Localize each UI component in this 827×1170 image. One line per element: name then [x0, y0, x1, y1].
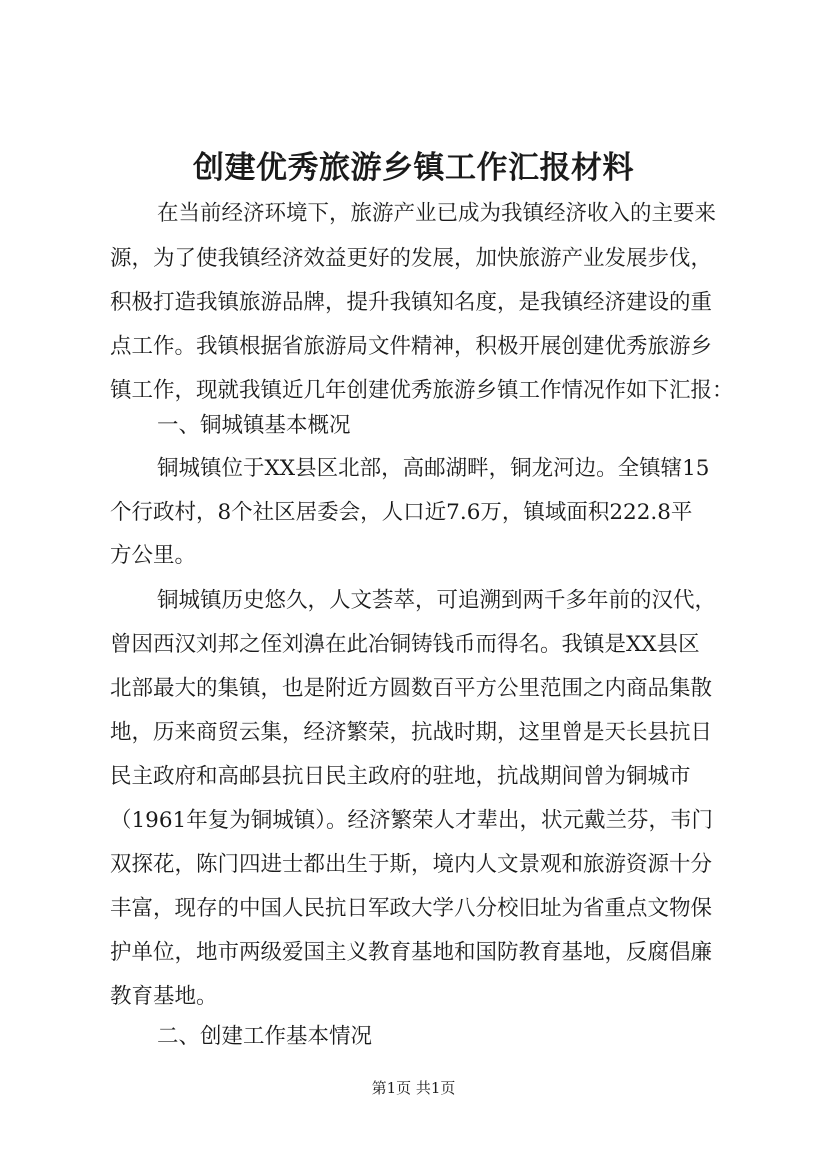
body-line: 个行政村，8个社区居委会，人口近7.6万，镇域面积222.8平 [110, 500, 693, 525]
body-line: 镇工作，现就我镇近几年创建优秀旅游乡镇工作情况作如下汇报： [110, 378, 734, 403]
body-line: 民主政府和高邮县抗日民主政府的驻地，抗战期间曾为铜城市 [110, 764, 691, 789]
body-line: 点工作。我镇根据省旅游局文件精神，积极开展创建优秀旅游乡 [110, 334, 713, 359]
body-line: 教育基地。 [110, 984, 218, 1009]
body-line: 北部最大的集镇，也是附近方圆数百平方公里范围之内商品集散 [110, 676, 713, 701]
body-line: 丰富，现存的中国人民抗日军政大学八分校旧址为省重点文物保 [110, 896, 713, 921]
document-title: 创建优秀旅游乡镇工作汇报材料 [193, 150, 634, 186]
section-heading: 一、铜城镇基本概况 [157, 413, 351, 438]
body-line: 源，为了使我镇经济效益更好的发展，加快旅游产业发展步伐， [110, 246, 713, 271]
body-line: 在当前经济环境下，旅游产业已成为我镇经济收入的主要来 [157, 201, 717, 226]
body-line: （1961年复为铜城镇）。经济繁荣人才辈出，状元戴兰芬，韦门 [110, 808, 713, 833]
body-line: 积极打造我镇旅游品牌，提升我镇知名度，是我镇经济建设的重 [110, 290, 713, 315]
body-line: 护单位，地市两级爱国主义教育基地和国防教育基地，反腐倡廉 [110, 940, 713, 965]
body-line: 铜城镇历史悠久，人文荟萃，可追溯到两千多年前的汉代， [157, 588, 717, 613]
body-line: 曾因西汉刘邦之侄刘濞在此冶铜铸钱币而得名。我镇是XX县区 [110, 632, 700, 657]
section-heading: 二、创建工作基本情况 [157, 1024, 373, 1049]
body-line: 铜城镇位于XX县区北部，高邮湖畔，铜龙河边。全镇辖15 [157, 456, 710, 481]
page-number-footer: 第1页 共1页 [371, 1079, 456, 1097]
body-line: 双探花，陈门四进士都出生于斯，境内人文景观和旅游资源十分 [110, 852, 713, 877]
body-line: 地，历来商贸云集，经济繁荣，抗战时期，这里曾是天长县抗日 [110, 720, 713, 745]
body-line: 方公里。 [110, 543, 197, 568]
